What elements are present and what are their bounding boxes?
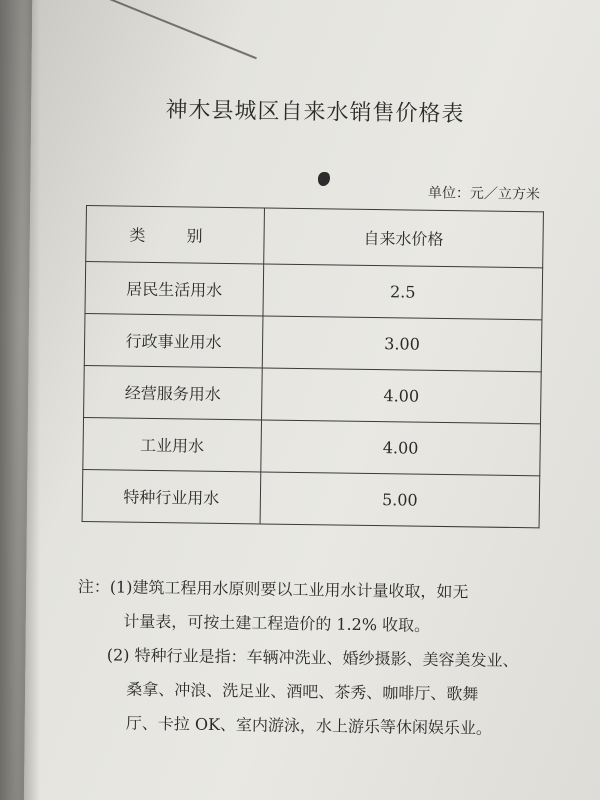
document-title: 神木县城区自来水销售价格表 [165, 97, 465, 128]
price-cell: 2.5 [263, 264, 543, 320]
price-cell: 4.00 [261, 368, 541, 424]
category-cell: 行政事业用水 [84, 313, 263, 367]
table-row [84, 313, 542, 371]
price-cell: 5.00 [260, 472, 540, 528]
table-row [83, 417, 541, 475]
table-header-row [86, 206, 544, 268]
note-line-2: 计量表，可按土建工程造价的 1.2% 收取。 [123, 611, 431, 635]
note-line-4: 桑拿、冲浪、洗足业、酒吧、茶秀、咖啡厅、歌舞 [126, 679, 479, 704]
header-price: 自来水价格 [264, 208, 544, 268]
note-line-5: 厅、卡拉 OK、室内游泳，水上游乐等休闲娱乐业。 [125, 713, 493, 738]
unit-label: 单位：元／立方米 [427, 185, 541, 203]
price-cell: 3.00 [262, 316, 542, 372]
note-line-1: 注：(1)建筑工程用水原则要以工业用水计量收取，如无 [77, 576, 469, 602]
table-row [82, 469, 540, 527]
notes-section [76, 570, 548, 747]
price-cell: 4.00 [261, 420, 541, 476]
header-category: 类 别 [86, 206, 265, 264]
category-cell: 特种行业用水 [82, 469, 261, 523]
note-line-3: (2) 特种行业是指：车辆冲洗业、婚纱摄影、美容美发业、 [106, 645, 519, 671]
category-cell: 居民生活用水 [85, 262, 264, 316]
ink-blot [318, 172, 330, 186]
category-cell: 经营服务用水 [84, 365, 263, 419]
table-row [84, 365, 542, 423]
table-row [85, 262, 543, 320]
category-cell: 工业用水 [83, 417, 262, 471]
price-table [82, 205, 544, 528]
